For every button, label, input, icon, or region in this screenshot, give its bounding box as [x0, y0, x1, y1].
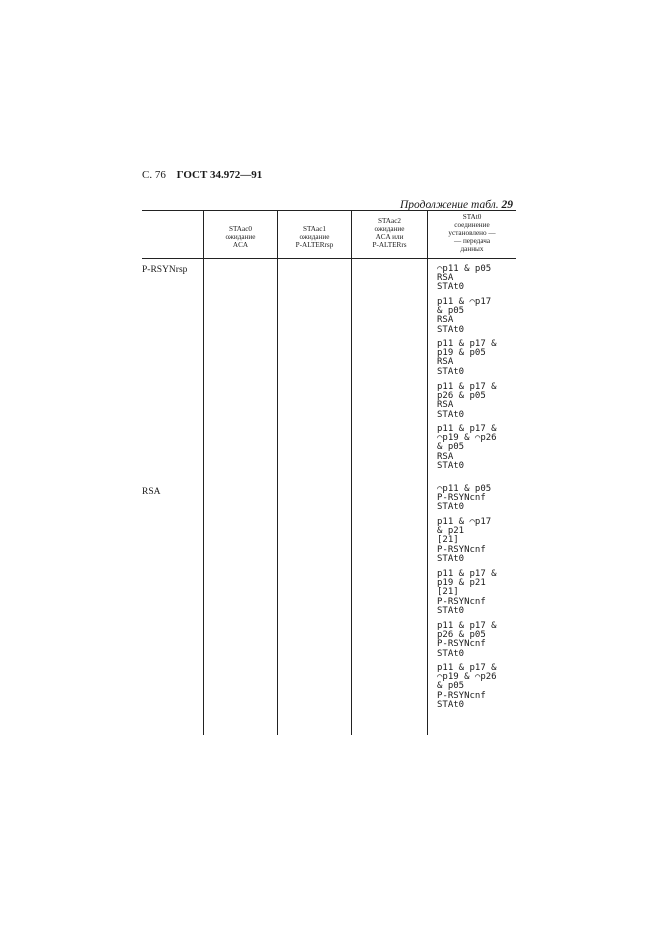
table-header-rule [142, 258, 516, 259]
column-state: STAac0 [229, 225, 252, 233]
page-header [142, 169, 262, 181]
column-extra: — передача [453, 237, 491, 245]
column-state: STAt0 [462, 213, 482, 221]
row-label-p-rsynrsp: P-RSYNrsp [142, 265, 188, 275]
table-number: 29 [501, 199, 513, 211]
transition-rule: p11 & p17 & p19 & p05 RSA STAt0 [437, 339, 497, 377]
transition-rule: p11 & ⌒p17 & p05 RSA STAt0 [437, 297, 492, 335]
column-state: STAac2 [378, 217, 401, 225]
column-state: STAac1 [303, 225, 326, 233]
transition-rule: p11 & p17 & p26 & p05 P-RSYNcnf STAt0 [437, 621, 497, 659]
column-divider-2 [277, 210, 278, 735]
continuation-text: Продолжение табл. [400, 199, 499, 211]
transition-rule: p11 & p17 & ⌒p19 & ⌒p26 & p05 RSA STAt0 [437, 424, 497, 471]
column-header-stac2 [352, 217, 427, 249]
transition-rule: ⌒p11 & p05 RSA STAt0 [437, 264, 492, 293]
standard-designation: ГОСТ 34.972—91 [176, 169, 263, 181]
column-header-stac0 [204, 225, 277, 249]
column-header-stac1 [278, 225, 351, 249]
column-desc: ожидание [225, 233, 256, 241]
transition-rule: ⌒p11 & p05 P-RSYNcnf STAt0 [437, 484, 492, 513]
column-extra: P-ALTERrs [372, 241, 407, 249]
column-desc: ожидание [299, 233, 330, 241]
table-top-rule [142, 210, 516, 211]
column-desc: соединение [454, 221, 490, 229]
transition-rule: p11 & p17 & ⌒p19 & ⌒p26 & p05 P-RSYNcnf STAt0 [437, 663, 497, 710]
row-label-rsa: RSA [142, 487, 161, 497]
column-divider-3 [351, 210, 352, 735]
column-divider-1 [203, 210, 204, 735]
column-desc: ожидание [374, 225, 405, 233]
transition-rule: p11 & ⌒p17 & p21 [21] P-RSYNcnf STAt0 [437, 517, 492, 564]
column-item: ACA или [375, 233, 404, 241]
page-number: С. 76 [142, 169, 166, 181]
transition-rule: p11 & p17 & p19 & p21 [21] P-RSYNcnf STAt0 [437, 569, 497, 616]
column-divider-4 [427, 210, 428, 735]
column-extra2: данных [460, 245, 484, 253]
column-header-stat0 [428, 213, 516, 253]
column-item: P-ALTERrsp [295, 241, 334, 249]
column-item: установлено — [448, 229, 496, 237]
column-item: ACA [232, 241, 249, 249]
transition-rule: p11 & p17 & p26 & p05 RSA STAt0 [437, 382, 497, 420]
